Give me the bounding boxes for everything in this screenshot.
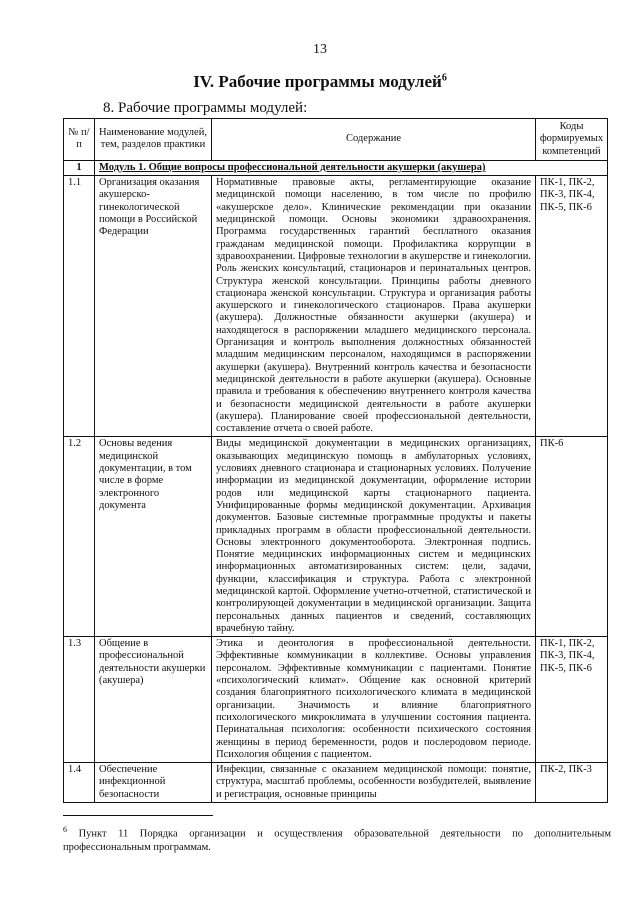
row-content: Виды медицинской документации в медицинских организациях, оказывающих медицинскую помощь в амбулаторных условиях, условиях дневного стационара и стационарных условиях. Получение информации из медицинской документации, оформление истории родов или медицинской карты стационарного пациента. Унифицированные формы медицинской документации. Архивация документов. Базовые системные программные продукты и пакеты прикладных программ в области профессиональной деятельности. Основы электронного документооборота. Электронная подпись. Понятие медицинских информационных систем и медицинских информационных автоматизированных систем: цели, задачи, функции, классификация и структура. Работа с электронной медицинской картой. Оформление учетно-отчетной, статистической и контролирующей документации в медицинской организации. Защита персональных данных пациентов и сведений, составляющих врачебную тайну. [212, 437, 536, 637]
table-header-row [64, 119, 608, 161]
row-number: 1.3 [64, 637, 95, 763]
module-number: 1 [64, 160, 95, 175]
header-name: Наименование модулей, тем, разделов практики [95, 119, 212, 161]
footnote-divider [63, 815, 213, 816]
row-name: Основы ведения медицинской документации, в том числе в форме электронного документа [95, 437, 212, 637]
row-number: 1.4 [64, 763, 95, 803]
row-name: Обеспечение инфекционной безопасности [95, 763, 212, 803]
row-content: Инфекции, связанные с оказанием медицинской помощи: понятие, структура, масштаб проблемы, особенности возбудителей, выявление и регистрация, основные принципы [212, 763, 536, 803]
row-codes: ПК-1, ПК-2, ПК-3, ПК-4, ПК-5, ПК-6 [536, 637, 608, 763]
page-number: 13 [313, 42, 327, 57]
header-codes: Коды формируемых компетенций [536, 119, 608, 161]
row-codes: ПК-1, ПК-2, ПК-3, ПК-4, ПК-5, ПК-6 [536, 176, 608, 437]
row-content: Нормативные правовые акты, регламентирующие оказание медицинской помощи населению, в том числе по профилю «акушерское дело». Клинические рекомендации при оказании медицинской помощи. Основы экономики здравоохранения. Программа государственных гарантий бесплатного оказания гражданам медицинской помощи. Профилактика коррупции в здравоохранении. Цифровые технологии в акушерстве и гинекологии. Роль женских консультаций, стационаров и перинатальных центров. Структура женской консультации. Принципы работы дневного стационара женской консультации. Структура и организация работы акушерского и гинекологического стационаров. Права акушерки (акушера). Должностные обязанности акушерки (акушера) и находящегося в распоряжении младшего медицинского персонала. Организация и контроль выполнения должностных обязанностей младшим медицинским персоналом, находящимся в распоряжении акушерки (акушера). Внутренний контроль качества и безопасности медицинской деятельности в работе акушерки (акушера). Основные правила и требования к обеспечению внутреннего контроля качества и безопасности медицинской деятельности в работе акушерки (акушера). Планирование своей профессиональной деятельности, составление отчета о своей работе. [212, 176, 536, 437]
header-number: № п/п [64, 119, 95, 161]
chapter-title [0, 72, 640, 92]
row-name: Организация оказания акушерско-гинекологической помощи в Российской Федерации [95, 176, 212, 437]
footnote-reference: 6 [441, 72, 447, 84]
table-row [64, 176, 608, 437]
modules-table [63, 118, 608, 803]
section-title: 8. Рабочие программы модулей: [103, 100, 308, 116]
table-row [64, 763, 608, 803]
row-content: Этика и деонтология в профессиональной деятельности. Эффективные коммуникации в коллективе. Основы управления персоналом. Эффективные коммуникации с пациентами. Понятие «психологический климат». Общение как основной критерий создания благоприятного психологического климата в медицинской организации. Значимость и влияние благоприятного психологического микроклимата в улучшении состояния пациента. Перинатальная психология: особенности психического состояния женщины в период беременности, родов и послеродовом периоде. Психология общения с пациентом. [212, 637, 536, 763]
footnote-text: Пункт 11 Порядка организации и осуществления образовательной деятельности по дополнительным профессиональным программам. [63, 828, 612, 853]
row-codes: ПК-6 [536, 437, 608, 637]
table-row [64, 437, 608, 637]
row-name: Общение в профессиональной деятельности акушерки (акушера) [95, 637, 212, 763]
chapter-title-text: IV. Рабочие программы модулей [193, 72, 442, 91]
row-number: 1.1 [64, 176, 95, 437]
table-row [64, 637, 608, 763]
row-number: 1.2 [64, 437, 95, 637]
footnote [63, 823, 611, 854]
module-row [64, 160, 608, 175]
footnote-marker: 6 [63, 825, 67, 834]
row-codes: ПК-2, ПК-3 [536, 763, 608, 803]
header-content: Содержание [212, 119, 536, 161]
module-title: Модуль 1. Общие вопросы профессиональной деятельности акушерки (акушера) [95, 160, 608, 175]
